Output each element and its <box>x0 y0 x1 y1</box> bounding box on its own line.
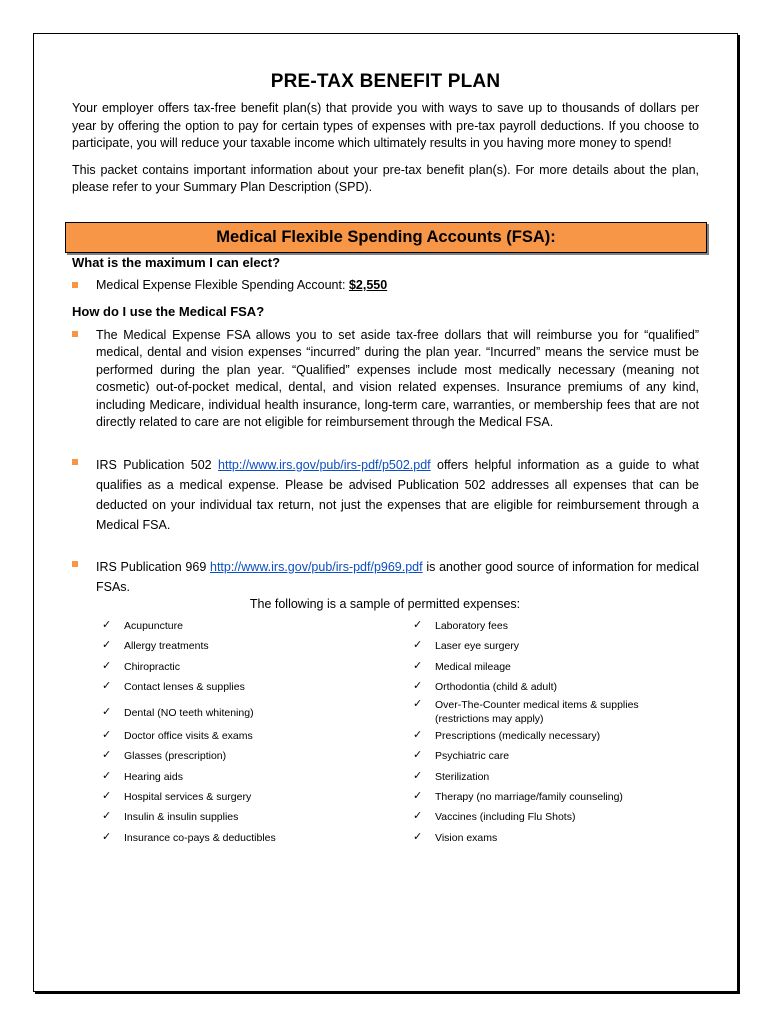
list-item: ✓ Insurance co-pays & deductibles <box>102 830 276 844</box>
check-icon: ✓ <box>413 830 423 843</box>
intro-block <box>72 68 699 197</box>
check-icon: ✓ <box>413 619 423 631</box>
list-item: ✓ Glasses (prescription) <box>102 749 227 763</box>
check-icon: ✓ <box>102 729 112 742</box>
check-icon: ✓ <box>102 679 112 692</box>
check-icon: ✓ <box>102 639 112 652</box>
list-item: ✓ Medical mileage <box>413 659 511 673</box>
check-icon: ✓ <box>413 698 423 711</box>
list-item: ✓ Orthodontia (child & adult) <box>413 679 557 693</box>
expenses-title: The following is a sample of permitted expenses: <box>249 597 521 611</box>
list-item: ✓ Allergy treatments <box>102 639 209 653</box>
bullet-square-icon <box>72 282 78 288</box>
section-heading-bar: Medical Flexible Spending Accounts (FSA): <box>65 222 707 253</box>
usage-question: How do I use the Medical FSA? <box>72 304 265 319</box>
restriction-note: (restrictions may apply) <box>435 713 544 726</box>
check-icon: ✓ <box>413 790 423 803</box>
list-item: ✓ Psychiatric care <box>413 749 510 763</box>
check-icon: ✓ <box>102 659 112 672</box>
intro-paragraph: Your employer offers tax-free benefit plan(s) that provide you with ways to save up to thousands of dollars per year by offering the option to pay for certain types of expenses with pre-tax payroll deductions. If you choose to participate, you will reduce your taxable income which ultimately results in you having more money to spend! <box>72 101 699 150</box>
list-item: ✓ Dental (NO teeth whitening) <box>102 706 254 720</box>
max-elect-bullet <box>72 278 699 292</box>
check-icon: ✓ <box>413 729 423 742</box>
list-item: ✓ Prescriptions (medically necessary) <box>413 729 601 743</box>
max-elect-amount: $2,550 <box>348 278 388 292</box>
list-item: ✓ Over-The-Counter medical items & supplies (restrictions may apply) <box>413 698 639 726</box>
usage-bullet-2 <box>72 455 699 535</box>
pub502-link[interactable]: http://www.irs.gov/pub/irs-pdf/p502.pdf <box>218 458 431 472</box>
expenses-left-list <box>102 618 392 850</box>
list-item: ✓ Contact lenses & supplies <box>102 679 245 693</box>
usage-bullet-3 <box>72 557 699 597</box>
list-item: ✓ Doctor office visits & exams <box>102 729 253 743</box>
bullet-square-icon <box>72 331 78 337</box>
list-item: ✓ Chiropractic <box>102 659 181 673</box>
check-icon: ✓ <box>102 619 112 631</box>
max-elect-label: Medical Expense Flexible Spending Account: <box>96 278 346 292</box>
list-item: ✓ Acupuncture <box>102 619 183 632</box>
check-icon: ✓ <box>102 790 112 803</box>
list-item: ✓ Laser eye surgery <box>413 639 520 653</box>
list-item: ✓ Vision exams <box>413 830 498 844</box>
max-elect-question: What is the maximum I can elect? <box>72 255 281 270</box>
list-item: ✓ Hearing aids <box>102 769 183 783</box>
usage-bullet-1 <box>72 327 699 431</box>
list-item: ✓ Insulin & insulin supplies <box>102 810 239 824</box>
check-icon: ✓ <box>102 830 112 843</box>
check-icon: ✓ <box>413 769 423 782</box>
pub969-label: IRS Publication 969 <box>96 560 207 574</box>
check-icon: ✓ <box>413 749 423 762</box>
list-item: ✓ Hospital services & surgery <box>102 790 252 804</box>
list-item: ✓ Vaccines (including Flu Shots) <box>413 810 576 824</box>
check-icon: ✓ <box>102 749 112 762</box>
bullet-square-icon <box>72 561 78 567</box>
pub969-link[interactable]: http://www.irs.gov/pub/irs-pdf/p969.pdf <box>210 560 423 574</box>
check-icon: ✓ <box>413 659 423 672</box>
check-icon: ✓ <box>102 810 112 823</box>
packet-paragraph: This packet contains important information about your pre-tax benefit plan(s). For more details about the plan, please refer to your Summary Plan Description (SPD). <box>72 162 699 194</box>
list-item: ✓ Therapy (no marriage/family counseling) <box>413 790 623 804</box>
check-icon: ✓ <box>413 639 423 652</box>
expenses-right-list <box>413 618 713 850</box>
list-item: ✓ Laboratory fees <box>413 619 508 632</box>
check-icon: ✓ <box>413 679 423 692</box>
pub502-label: IRS Publication 502 <box>96 458 212 472</box>
check-icon: ✓ <box>102 769 112 782</box>
pub502-description: offers helpful information as a guide to what qualifies as a medical expense. Please be advised Publication 502 addresses all expenses that can be deducted on your individual tax return, not just the expenses that are eligible for reimbursement through a Medical FSA. <box>96 458 699 532</box>
list-item: ✓ Sterilization <box>413 769 490 783</box>
usage-bullet-1-text: The Medical Expense FSA allows you to set aside tax-free dollars that will reimburse you for “qualified” medical, dental and vision expenses “incurred” during the plan year. “Incurred” means the service must be performed during the plan year. “Qualified” expenses include most medically necessary (meaning not cosmetic) out-of-pocket medical, dental, and vision related expenses. Insurance premiums of any kind, including Medicare, individual health insurance, long-term care, warranties, or membership fees that are not directly related to care are not eligible for reimbursement through the Medical FSA. <box>96 328 699 430</box>
bullet-square-icon <box>72 459 78 465</box>
check-icon: ✓ <box>413 810 423 823</box>
pub969-description: is another good source of information for medical FSAs. <box>96 560 699 594</box>
check-icon: ✓ <box>102 706 112 719</box>
page-title: PRE-TAX BENEFIT PLAN <box>270 71 501 92</box>
